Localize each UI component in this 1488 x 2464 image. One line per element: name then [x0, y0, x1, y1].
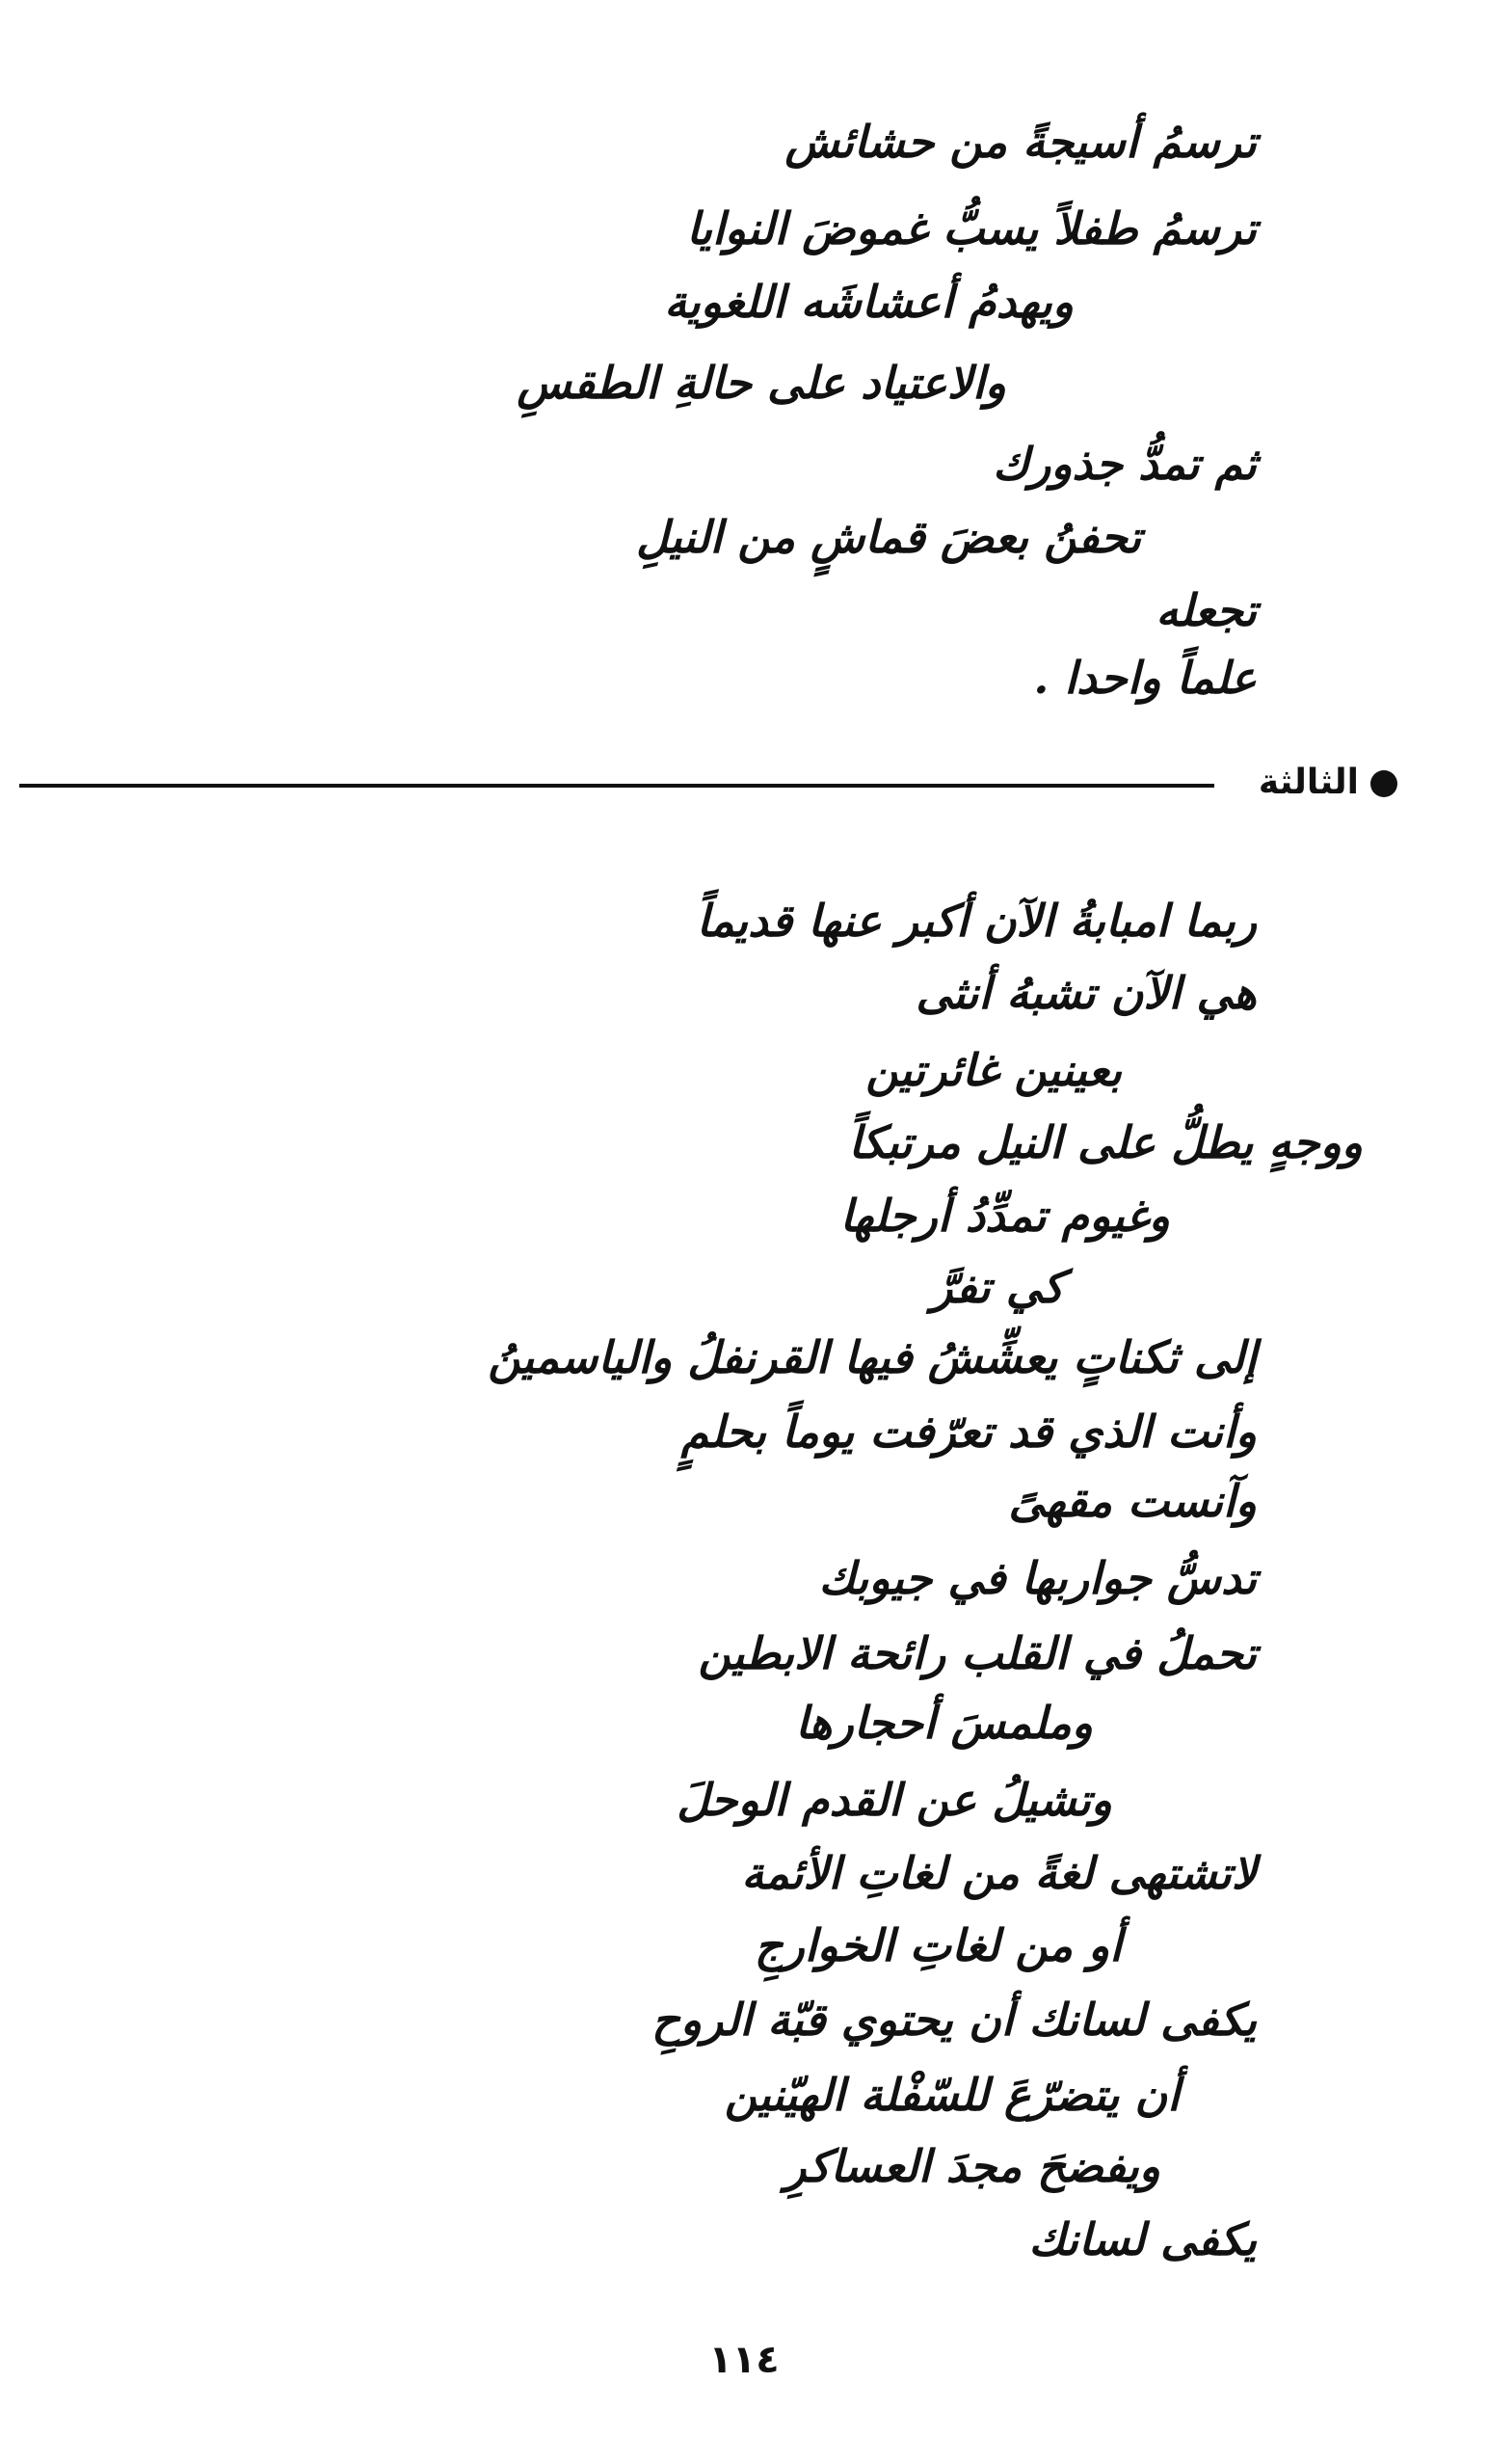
poem-line: لاتشتهى لغةً من لغاتِ الأئمة [741, 1847, 1257, 1899]
poem-line: هي الآن تشبهُ أنثى [916, 967, 1257, 1019]
poem-line: تدسُّ جواربها في جيوبك [818, 1552, 1257, 1604]
poem-line: ويفضحَ مجدَ العساكرِ [784, 2140, 1160, 2192]
poem-line: وملمسَ أحجارها [795, 1697, 1093, 1749]
poem-line: والاعتياد على حالةِ الطقسِ [517, 357, 1006, 409]
poem-line: وآنست مقهىً [1008, 1475, 1257, 1527]
poem-line: ثم تمدُّ جذورك [993, 438, 1257, 490]
poem-line: ربما امبابةُ الآن أكبر عنها قديماً [696, 895, 1257, 947]
poem-line: ترسمُ أسيجةً من حشائش [784, 116, 1257, 168]
poem-line: تحفنُ بعضَ قماشٍ من النيلِ [636, 511, 1141, 563]
section-title: الثالثة [1258, 763, 1359, 802]
poem-line: يكفى لسانك أن يحتوي قبّة الروحِ [651, 1994, 1257, 2046]
poem-line: ويهدمُ أعشاشَه اللغوية [664, 276, 1074, 328]
poem-line: كي تفرَّ [931, 1261, 1064, 1313]
poem-line: وتشيلُ عن القدم الوحلَ [677, 1774, 1112, 1826]
poem-line: إلى ثكناتٍ يعشِّشُ فيها القرنفلُ والياسمينُ [488, 1331, 1257, 1383]
poem-line: ترسمُ طفلاً يسبُّ غموضَ النوايا [686, 202, 1257, 254]
bullet-icon [1370, 770, 1397, 797]
poem-line: ووجهٍ يطلُّ على النيل مرتبكاً [848, 1116, 1363, 1168]
section-header [19, 758, 1397, 806]
page-number: ١١٤ [708, 2338, 780, 2382]
poem-line: بعينين غائرتين [865, 1044, 1122, 1096]
section-divider [19, 784, 1214, 788]
poem-line: وغيوم تمدِّدُ أرجلها [839, 1190, 1170, 1242]
poem-line: أو من لغاتِ الخوارجِ [754, 1919, 1122, 1971]
poem-line: تحملُ في القلب رائحة الابطين [698, 1627, 1257, 1679]
poem-line: وأنت الذي قد تعرّفت يوماً بحلمٍ [680, 1406, 1257, 1458]
poem-line: أن يتضرّعَ للسّفْلة الهيّنين [724, 2069, 1180, 2121]
poem-line: يكفى لسانك [1028, 2213, 1257, 2265]
poem-line: تجعله [1156, 584, 1257, 636]
poem-line: علماً واحدا . [1033, 652, 1257, 704]
